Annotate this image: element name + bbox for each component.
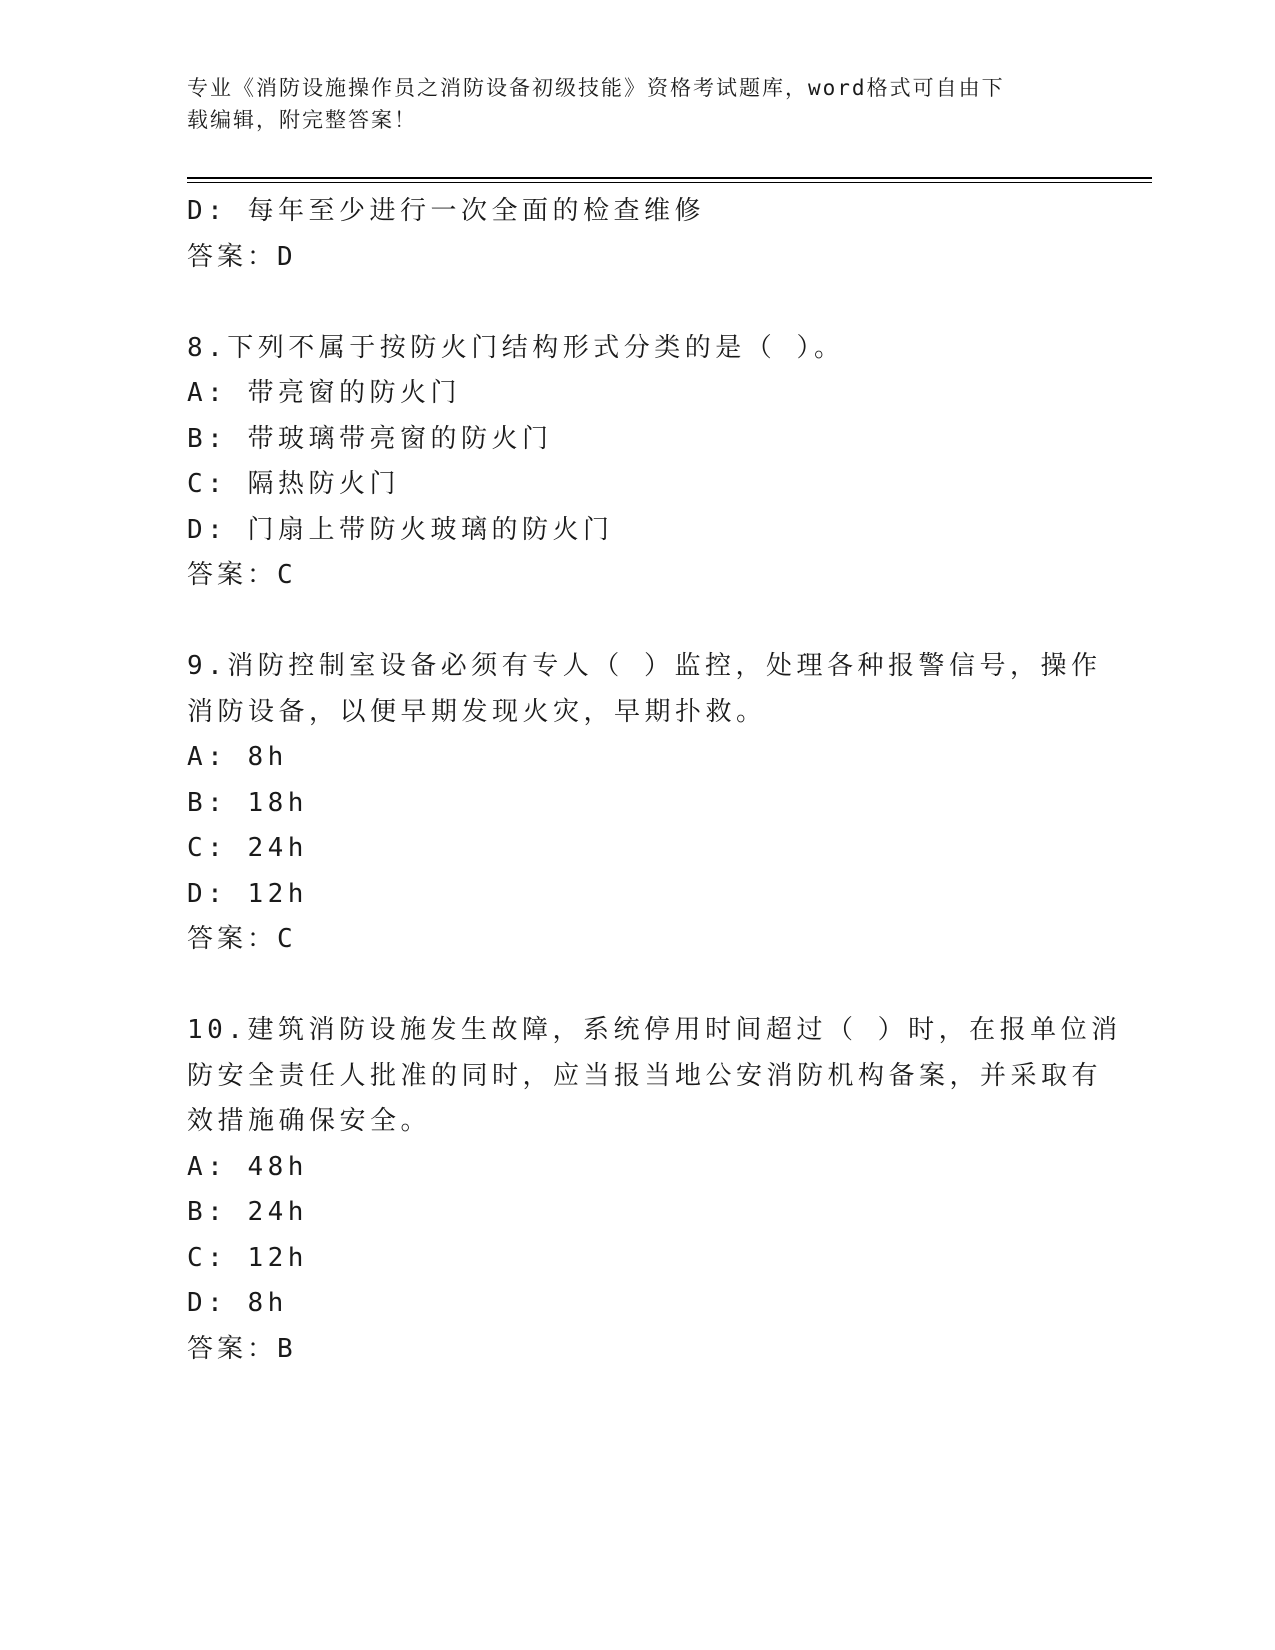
option-a: A: 带亮窗的防火门 <box>187 378 461 408</box>
question-stem-line-3: 效措施确保安全。 <box>187 1106 432 1136</box>
option-b: B: 18h <box>187 787 308 818</box>
option-d: D: 12h <box>187 878 308 909</box>
option-c: C: 12h <box>187 1242 308 1273</box>
option-b: B: 24h <box>187 1197 308 1227</box>
question-stem: 8.下列不属于按防火门结构形式分类的是（ ）。 <box>187 332 845 363</box>
question-stem-line-2: 消防设备，以便早期发现火灾，早期扑救。 <box>187 696 767 727</box>
question-stem-line-1: 9.消防控制室设备必须有专人（ ）监控，处理各种报警信号，操作 <box>187 651 1102 681</box>
option-d: D: 门扇上带防火玻璃的防火门 <box>187 514 614 545</box>
question-stem-line-2: 防安全责任人批准的同时，应当报当地公安消防机构备案，并采取有 <box>187 1060 1103 1091</box>
option-a: A: 8h <box>187 742 288 772</box>
answer: 答案：B <box>187 1333 297 1364</box>
header-divider-thick <box>187 177 1152 179</box>
header-line-1: 专业《消防设施操作员之消防设备初级技能》资格考试题库，word格式可自由下 <box>187 76 1005 100</box>
option-c: C: 24h <box>187 833 308 863</box>
answer: 答案：C <box>187 924 297 954</box>
option-b: B: 带玻璃带亮窗的防火门 <box>187 423 553 454</box>
prev-option-d: D: 每年至少进行一次全面的检查维修 <box>187 196 705 226</box>
header-divider-thin <box>187 182 1152 183</box>
prev-answer: 答案：D <box>187 241 297 272</box>
spacer <box>187 963 1067 1009</box>
option-d: D: 8h <box>187 1288 288 1318</box>
option-a: A: 48h <box>187 1151 308 1182</box>
spacer <box>187 280 1067 326</box>
question-10 <box>187 1008 1122 1372</box>
question-9 <box>187 644 1102 963</box>
question-content <box>187 189 1122 1372</box>
question-stem-line-1: 10.建筑消防设施发生故障，系统停用时间超过（ ）时，在报单位消 <box>187 1015 1122 1045</box>
header-line-2: 载编辑，附完整答案！ <box>187 108 417 132</box>
question-8 <box>187 326 1067 599</box>
answer: 答案：C <box>187 560 297 590</box>
spacer <box>187 599 1067 645</box>
document-header <box>187 72 1067 136</box>
option-c: C: 隔热防火门 <box>187 469 400 499</box>
